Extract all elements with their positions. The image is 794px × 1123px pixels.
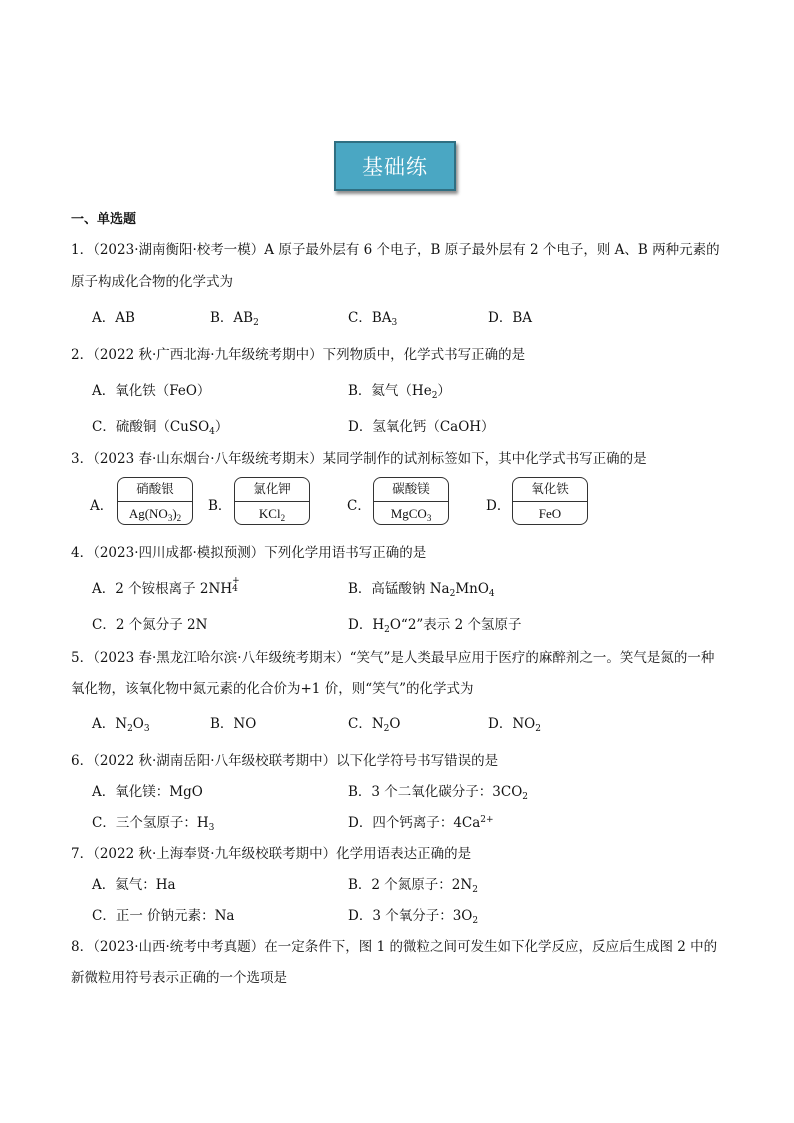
question-4-option-a[interactable]: A．2 个铵根离子 2NH + 4 — [92, 576, 240, 597]
question-8-text: 8．（2023·山西·统考中考真题）在一定条件下，图 1 的微粒之间可发生如下化学反应，反应后生成图 2 中的 — [71, 939, 718, 955]
question-1-text-line2: 原子构成化合物的化学式为 — [71, 274, 233, 290]
question-7-text: 7．（2022 秋·上海奉贤·九年级校联考期中）化学用语表达正确的是 — [71, 846, 472, 862]
question-3-option-d-letter[interactable]: D． — [486, 498, 511, 514]
question-1-option-a[interactable]: A．AB — [92, 310, 135, 326]
question-7-option-d[interactable]: D．3 个氧分子：$3O_2$ — [348, 908, 479, 926]
question-6-option-c[interactable]: C．三个氢原子：$H_3$ — [92, 815, 215, 833]
question-3-option-d-label[interactable] — [512, 477, 588, 525]
section-heading: 一、单选题 — [71, 212, 137, 227]
question-3-option-c-letter[interactable]: C． — [347, 498, 371, 514]
question-5-text: 5．（2023 春·黑龙江哈尔滨·八年级统考期末）“笑气”是人类最早应用于医疗的麻醉剂之一。笑气是氮的一种 — [71, 650, 715, 666]
question-5-option-b[interactable]: B．NO — [210, 716, 257, 732]
question-7-option-c[interactable]: C．正一 价钠元素：Na — [92, 908, 235, 924]
question-3-option-b-letter[interactable]: B． — [208, 498, 232, 514]
question-4-option-b[interactable]: B．高锰酸钠 $Na_2MnO_4$ — [348, 581, 495, 599]
question-3-option-b-label[interactable] — [234, 477, 310, 525]
reagent-label-name: 氯化钾 — [235, 478, 309, 502]
question-5-option-a[interactable]: A．$N_2O_3$ — [92, 716, 150, 734]
reagent-label-name: 硝酸银 — [118, 478, 192, 502]
question-1-text: 1．（2023·湖南衡阳·校考一模）A 原子最外层有 6 个电子，B 原子最外层有 2 个电子，则 A、B 两种元素的 — [71, 242, 720, 258]
question-3-option-a-letter[interactable]: A． — [90, 498, 114, 514]
question-1-option-c[interactable]: C．$BA_3$ — [348, 310, 398, 328]
section-banner: 基础练 — [334, 141, 456, 191]
reagent-label-formula: KCl$_2$ — [258, 506, 286, 523]
question-6-option-a[interactable]: A．氧化镁：MgO — [92, 784, 203, 800]
question-5-text-line2: 氧化物，该氧化物中氮元素的化合价为+1 价，则“笑气”的化学式为 — [71, 681, 474, 697]
question-2-option-a[interactable]: A．氧化铁（FeO） — [92, 383, 211, 399]
reagent-label-name: 氧化铁 — [513, 478, 587, 502]
question-8-text-line2: 新微粒用符号表示正确的一个选项是 — [71, 970, 287, 986]
question-1-option-d[interactable]: D．BA — [488, 310, 532, 326]
question-6-text: 6．（2022 秋·湖南岳阳·八年级校联考期中）以下化学符号书写错误的是 — [71, 753, 499, 769]
question-5-option-c[interactable]: C．$N_2O$ — [348, 716, 401, 734]
question-4-option-c[interactable]: C．2 个氮分子 2N — [92, 617, 208, 633]
question-7-option-b[interactable]: B．2 个氮原子：$2N_2$ — [348, 877, 478, 895]
reagent-label-formula: FeO — [538, 506, 562, 521]
question-3-option-c-label[interactable] — [373, 477, 449, 525]
question-2-option-c[interactable]: C．硫酸铜（CuSO$_4$） — [92, 419, 229, 437]
question-6-option-b[interactable]: B．3 个二氧化碳分子：$3CO_2$ — [348, 784, 529, 802]
question-3-option-a-label[interactable] — [117, 477, 193, 525]
question-5-option-d[interactable]: D．$NO_2$ — [488, 716, 541, 734]
question-2-option-b[interactable]: B．氦气$(He_2)$ — [348, 383, 451, 401]
question-4-option-d[interactable]: D．$H_2O“2$”表示 2 个氢原子 — [348, 617, 522, 635]
reagent-label-name: 碳酸镁 — [374, 478, 448, 502]
reagent-label-formula: MgCO$_3$ — [390, 506, 432, 523]
question-6-option-d[interactable]: D．四个钙离子：$4Ca^{2+}$ — [348, 815, 494, 831]
reagent-label-formula: $Ag(NO_3)_2$ — [128, 506, 182, 523]
question-7-option-a[interactable]: A．氦气：Ha — [92, 877, 176, 893]
question-2-text: 2．（2022 秋·广西北海·九年级统考期中）下列物质中，化学式书写正确的是 — [71, 347, 526, 363]
question-1-option-b[interactable]: B．$AB_2$ — [210, 310, 259, 328]
question-2-option-d[interactable]: D．氢氧化钙（CaOH） — [348, 419, 495, 435]
question-3-text: 3．（2023 春·山东烟台·八年级统考期末）某同学制作的试剂标签如下，其中化学式书写正确的是 — [71, 451, 647, 467]
question-4-text: 4．（2023·四川成都·模拟预测）下列化学用语书写正确的是 — [71, 545, 427, 561]
